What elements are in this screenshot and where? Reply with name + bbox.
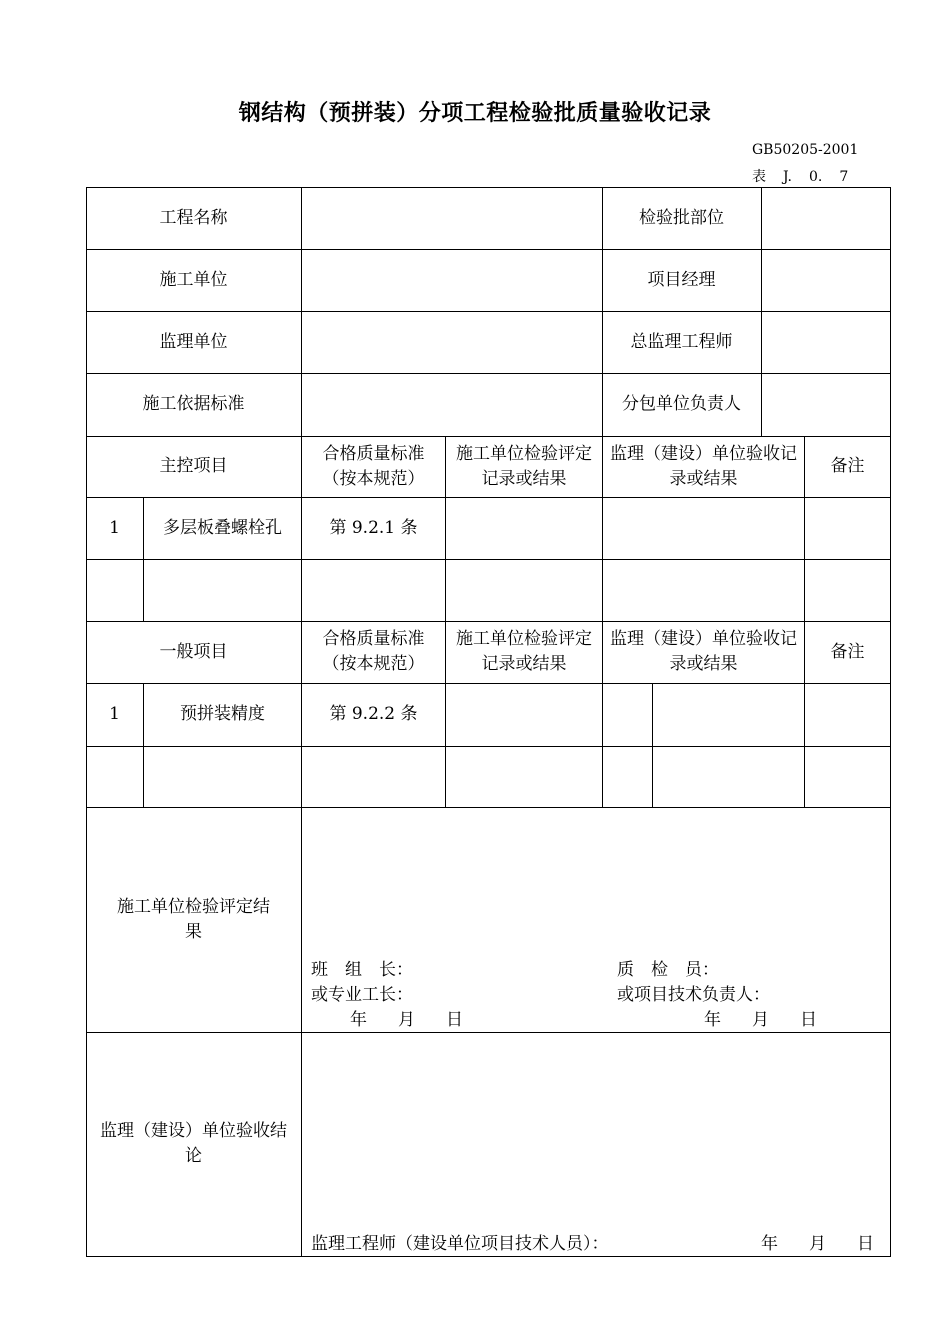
supervisor-conclusion-label-text: 监理（建设）单位验收结论 xyxy=(100,1121,287,1166)
project-manager-label: 项目经理 xyxy=(647,269,716,290)
general-row-standard: 第 9.2.2 条 xyxy=(329,704,418,724)
table-number-part: J. xyxy=(783,169,792,185)
table-number xyxy=(752,166,848,186)
row-rule xyxy=(86,559,891,560)
general-col-supervisor xyxy=(603,621,804,683)
general-col-remark: 备注 xyxy=(830,641,865,662)
general-row-supervisor-field[interactable] xyxy=(603,683,804,746)
inspection-part-field[interactable] xyxy=(762,187,890,249)
contractor-date-right xyxy=(704,1008,817,1033)
main-col-standard xyxy=(302,436,445,497)
standard-label: 施工依据标准 xyxy=(142,394,245,414)
chief-engineer-label: 总监理工程师 xyxy=(630,331,733,352)
table-number-part: 0. xyxy=(808,169,823,185)
specialist-signature: 或专业工长： xyxy=(311,985,413,1005)
project-manager-field[interactable] xyxy=(762,249,890,311)
date-year: 年 xyxy=(761,1234,778,1254)
general-col-contractor xyxy=(446,621,602,683)
general-row-number: 1 xyxy=(109,704,120,724)
inspection-part-label: 检验批部位 xyxy=(639,207,724,228)
general-row-remark-field[interactable] xyxy=(805,683,890,746)
supervisor-signature: 监理工程师（建设单位项目技术人员）： xyxy=(311,1234,609,1254)
project-name-label: 工程名称 xyxy=(159,207,228,228)
general-items-label: 一般项目 xyxy=(159,641,228,662)
main-col-standard-text: 合格质量标准（按本规范） xyxy=(322,443,425,489)
contractor-field[interactable] xyxy=(302,249,602,311)
table-number-part: 7 xyxy=(839,169,849,185)
table-number-part: 表 xyxy=(752,169,766,185)
supervisor-label: 监理单位 xyxy=(159,331,228,352)
col-rule xyxy=(890,187,891,1257)
inspection-form xyxy=(86,187,891,1257)
page-title: 钢结构（预拼装）分项工程检验批质量验收记录 xyxy=(238,101,712,126)
main-col-supervisor xyxy=(603,436,804,497)
project-name-field[interactable] xyxy=(302,187,602,249)
supervisor-conclusion-label xyxy=(86,1032,301,1256)
date-day: 日 xyxy=(857,1234,874,1254)
subcontractor-field[interactable] xyxy=(762,373,890,436)
main-row-number: 1 xyxy=(109,517,120,538)
date-day: 日 xyxy=(800,1010,817,1030)
general-row-item: 预拼装精度 xyxy=(180,704,265,724)
date-month: 月 xyxy=(809,1234,826,1254)
standard-field[interactable] xyxy=(302,373,602,436)
row-rule xyxy=(86,746,891,747)
main-col-remark: 备注 xyxy=(830,456,865,476)
main-row-supervisor-field[interactable] xyxy=(603,497,804,559)
contractor-result-label xyxy=(86,807,301,1032)
main-row-standard: 第 9.2.1 条 xyxy=(329,517,418,538)
main-col-supervisor-text: 监理（建设）单位验收记录或结果 xyxy=(610,443,797,489)
general-col-standard-text: 合格质量标准（按本规范） xyxy=(322,629,425,674)
date-year: 年 xyxy=(350,1010,367,1030)
date-day: 日 xyxy=(446,1010,463,1030)
main-row-item: 多层板叠螺栓孔 xyxy=(163,517,282,538)
date-year: 年 xyxy=(704,1010,721,1030)
subcontractor-label: 分包单位负责人 xyxy=(622,394,741,414)
supervisor-date xyxy=(761,1232,874,1257)
team-leader-signature: 班 组 长： xyxy=(311,960,413,980)
date-month: 月 xyxy=(752,1010,769,1030)
main-row-contractor-field[interactable] xyxy=(446,497,602,559)
contractor-label: 施工单位 xyxy=(159,269,228,290)
general-col-contractor-text: 施工单位检验评定记录或结果 xyxy=(456,629,592,674)
general-col-supervisor-text: 监理（建设）单位验收记录或结果 xyxy=(610,629,797,674)
contractor-result-label-text: 施工单位检验评定结果 xyxy=(117,896,270,942)
date-month: 月 xyxy=(398,1010,415,1030)
inspector-signature: 质 检 员： xyxy=(617,960,719,980)
supervisor-field[interactable] xyxy=(302,311,602,373)
tech-lead-signature: 或项目技术负责人： xyxy=(617,985,770,1005)
main-col-contractor xyxy=(446,436,602,497)
general-col-standard xyxy=(302,621,445,683)
main-col-contractor-text: 施工单位检验评定记录或结果 xyxy=(456,443,592,489)
chief-engineer-field[interactable] xyxy=(762,311,890,373)
main-items-label: 主控项目 xyxy=(159,456,228,476)
standard-code: GB50205-2001 xyxy=(752,142,859,158)
main-row-remark-field[interactable] xyxy=(805,497,890,559)
contractor-date-left xyxy=(350,1008,463,1033)
general-row-contractor-field[interactable] xyxy=(446,683,602,746)
